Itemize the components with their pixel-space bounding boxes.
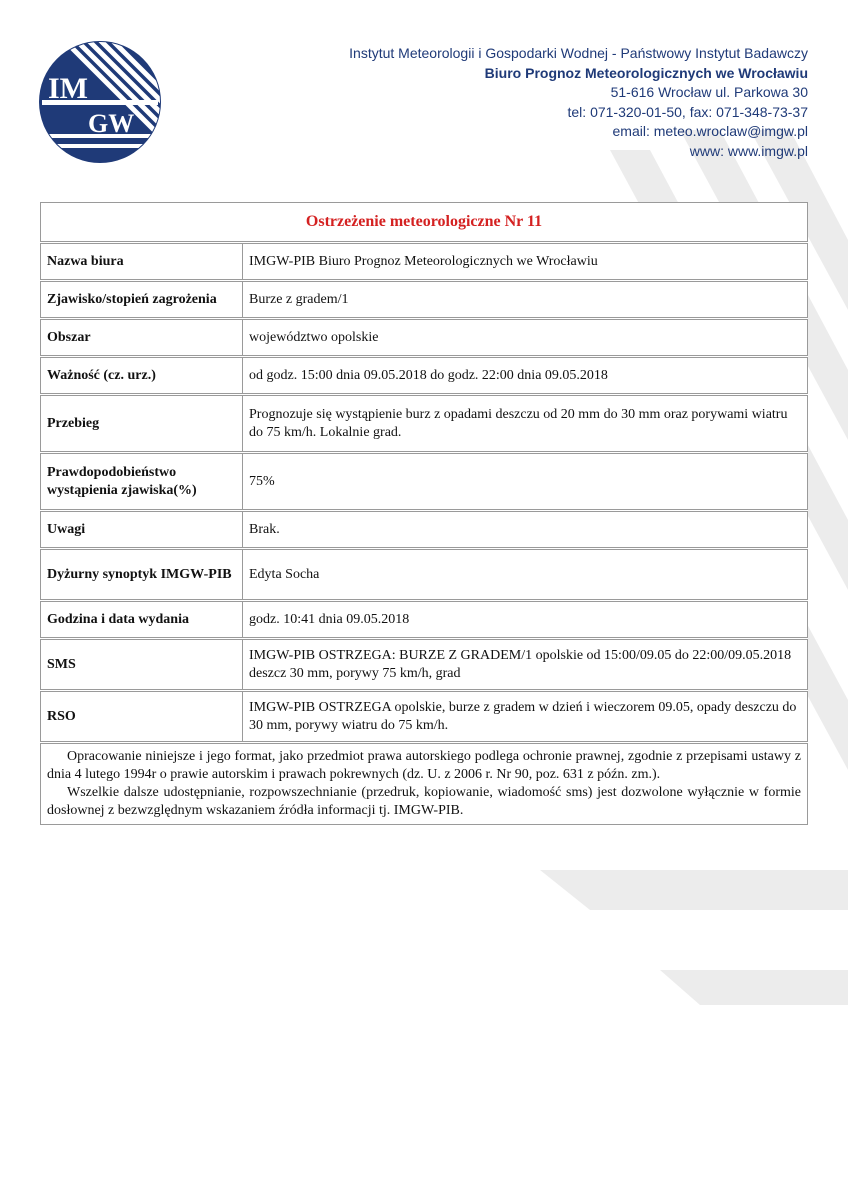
copyright-notice (41, 743, 808, 825)
row-value-forecaster: Edyta Socha (243, 549, 808, 601)
table-row (41, 319, 808, 357)
row-label-forecaster: Dyżurny synoptyk IMGW-PIB (41, 549, 243, 601)
row-value-course: Prognozuje się wystąpienie burz z opadami deszczu od 20 mm do 30 mm oraz porywami wiatru do 75 km/h. Lokalnie grad. (243, 395, 808, 453)
row-value-remarks: Brak. (243, 511, 808, 549)
row-label-remarks: Uwagi (41, 511, 243, 549)
table-row (41, 453, 808, 511)
website: www: www.imgw.pl (689, 142, 808, 159)
email: email: meteo.wroclaw@imgw.pl (612, 123, 808, 140)
row-value-sms: IMGW-PIB OSTRZEGA: BURZE Z GRADEM/1 opolskie od 15:00/09.05 do 22:00/09.05.2018 deszcz 30 mm, porywy 75 km/h, grad (243, 639, 808, 691)
row-value-rso: IMGW-PIB OSTRZEGA opolskie, burze z gradem w dzień i wieczorem 09.05, opady deszczu do 30 mm, porywy wiatru do 75 km/h. (243, 691, 808, 743)
table-row (41, 357, 808, 395)
row-value-area: województwo opolskie (243, 319, 808, 357)
row-label-office: Nazwa biura (41, 243, 243, 281)
row-label-area: Obszar (41, 319, 243, 357)
table-row (41, 691, 808, 743)
row-label-course: Przebieg (41, 395, 243, 453)
table-row (41, 395, 808, 453)
row-value-validity: od godz. 15:00 dnia 09.05.2018 do godz. 22:00 dnia 09.05.2018 (243, 357, 808, 395)
row-label-probability: Prawdopodobieństwo wystąpienia zjawiska(%) (41, 453, 243, 511)
table-row (41, 601, 808, 639)
logo-text-top: IM (48, 72, 88, 105)
bureau-name: Biuro Prognoz Meteorologicznych we Wrocławiu (484, 64, 808, 81)
warning-table (40, 202, 808, 825)
row-label-issue-time: Godzina i data wydania (41, 601, 243, 639)
row-label-rso: RSO (41, 691, 243, 743)
logo-text-bottom: GW (88, 109, 135, 138)
institute-header (349, 44, 808, 162)
warning-title-row (41, 203, 808, 243)
row-value-phenomenon: Burze z gradem/1 (243, 281, 808, 319)
phone-fax: tel: 071-320-01-50, fax: 071-348-73-37 (567, 103, 808, 120)
institute-name: Instytut Meteorologii i Gospodarki Wodnej - Państwowy Instytut Badawczy (349, 45, 808, 61)
table-row (41, 511, 808, 549)
imgw-logo-icon (38, 40, 162, 164)
row-label-sms: SMS (41, 639, 243, 691)
table-row (41, 549, 808, 601)
row-label-validity: Ważność (cz. urz.) (41, 357, 243, 395)
table-row (41, 243, 808, 281)
row-value-issue-time: godz. 10:41 dnia 09.05.2018 (243, 601, 808, 639)
row-value-office: IMGW-PIB Biuro Prognoz Meteorologicznych we Wrocławiu (243, 243, 808, 281)
warning-title: Ostrzeżenie meteorologiczne Nr 11 (41, 203, 808, 243)
table-row (41, 281, 808, 319)
row-label-phenomenon: Zjawisko/stopień zagrożenia (41, 281, 243, 319)
copyright-paragraph-2: Wszelkie dalsze udostępnianie, rozpowszechnianie (przedruk, kopiowanie, wiadomość sms) jest dozwolone wyłącznie w formie dosłownej z bezwzględnym wskazaniem źródła informacji tj. IMGW-PIB. (47, 785, 801, 818)
copyright-row (41, 743, 808, 825)
row-value-probability: 75% (243, 453, 808, 511)
copyright-paragraph-1: Opracowanie niniejsze i jego format, jako przedmiot prawa autorskiego podlega ochronie prawnej, zgodnie z przepisami ustawy z dnia 4 lutego 1994r o prawie autorskim i prawach pokrewnych (dz. U. z 2006 r. Nr 90, poz. 631 z późn. zm.). (47, 749, 801, 782)
table-row (41, 639, 808, 691)
address: 51-616 Wrocław ul. Parkowa 30 (610, 84, 808, 101)
